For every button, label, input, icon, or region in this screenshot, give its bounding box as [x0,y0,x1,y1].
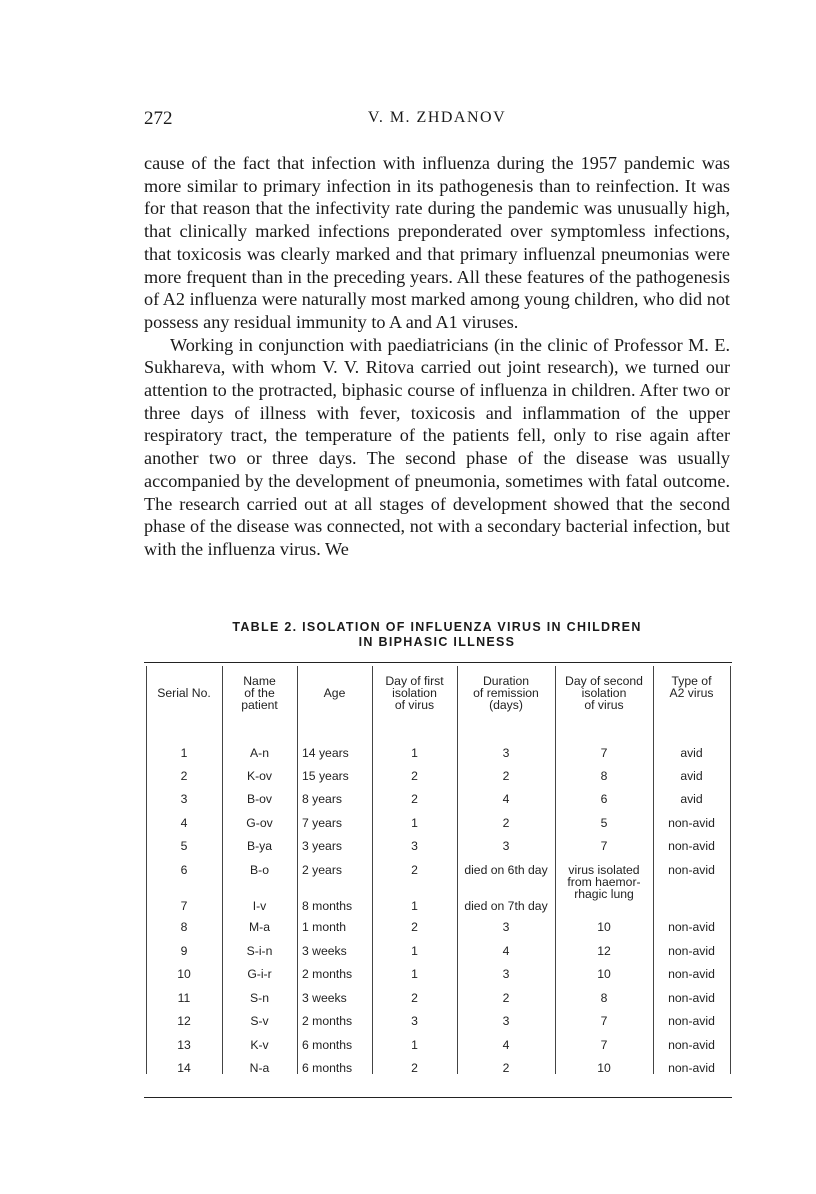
cell-second: 6 [600,792,608,806]
data-table [144,662,732,1098]
cell-serial: 8 [180,920,188,934]
cell-type: non-avid [668,920,715,934]
cell-serial: 14 [177,1061,191,1075]
cell-second: 7 [600,839,608,853]
running-head-author: V. M. ZHDANOV [367,109,507,126]
cell-type: non-avid [668,1061,715,1075]
cell-name: S-i-n [246,944,273,958]
cell-remission: 3 [502,746,510,760]
cell-name: G-ov [246,816,273,830]
page-number: 272 [144,108,173,129]
cell-type: avid [680,746,703,760]
cell-second: 10 [597,967,611,981]
running-head [144,108,730,134]
cell-name: I-v [252,899,267,913]
cell-first: 3 [411,1014,418,1028]
cell-age: 15 years [302,769,349,783]
cell-type: non-avid [668,967,715,981]
cell-second: 5 [600,816,608,830]
cell-first: 1 [411,746,418,760]
cell-first: 2 [411,792,418,806]
cell-first: 3 [411,839,418,853]
cell-first: 2 [411,920,418,934]
table-bottom-rule [144,1097,732,1098]
cell-age: 2 months [302,1014,353,1028]
cell-name: B-o [250,863,269,877]
cell-first: 1 [411,899,418,913]
cell-remission: 2 [502,816,510,830]
column-divider [730,666,731,1074]
header-second-isolation: Day of second isolation of virus [565,674,643,712]
cell-second: 7 [600,746,608,760]
cell-type: avid [680,792,703,806]
cell-remission: 4 [502,944,510,958]
cell-type: non-avid [668,1038,715,1052]
cell-serial: 6 [180,863,188,877]
cell-name: B-ya [246,839,273,853]
cell-first: 2 [411,769,418,783]
header-remission: Duration of remission (days) [473,674,539,712]
header-serial: Serial No. [157,686,211,700]
cell-first: 2 [411,863,418,877]
cell-type: non-avid [668,863,715,877]
header-first-isolation: Day of first isolation of virus [385,674,444,712]
cell-age: 2 years [302,863,342,877]
cell-first: 1 [411,1038,418,1052]
cell-type: non-avid [668,839,715,853]
table-caption [144,620,730,650]
cell-name: B-ov [246,792,273,806]
cell-remission: died on 7th day [464,899,548,913]
table-caption-line: IN BIPHASIC ILLNESS [358,635,516,649]
cell-name: M-a [249,920,270,934]
cell-serial: 9 [180,944,188,958]
cell-remission: 3 [502,839,510,853]
cell-second: 8 [600,991,608,1005]
cell-age: 8 months [302,899,353,913]
cell-name: S-n [250,991,269,1005]
column-divider [297,666,298,1074]
cell-second: 10 [597,1061,611,1075]
merged-note-cell: virus isolated from haemor- rhagic lung [567,863,641,901]
cell-type: non-avid [668,991,715,1005]
cell-serial: 1 [180,746,188,760]
cell-age: 2 months [302,967,353,981]
cell-first: 1 [411,816,418,830]
cell-age: 3 years [302,839,342,853]
cell-type: non-avid [668,816,715,830]
cell-type: non-avid [668,1014,715,1028]
cell-serial: 12 [177,1014,191,1028]
cell-remission: 3 [502,1014,510,1028]
cell-remission: 4 [502,792,510,806]
cell-age: 7 years [302,816,342,830]
cell-serial: 5 [180,839,188,853]
table-caption-line: TABLE 2. ISOLATION OF INFLUENZA VIRUS IN CHILDREN [232,620,642,634]
cell-remission: 2 [502,991,510,1005]
cell-second: 12 [597,944,611,958]
cell-age: 3 weeks [302,944,347,958]
cell-name: K-v [250,1038,269,1052]
cell-age: 1 month [302,920,347,934]
cell-remission: 2 [502,1061,510,1075]
header-virus-type: Type of A2 virus [669,674,714,700]
cell-second: 10 [597,920,611,934]
cell-type: non-avid [668,944,715,958]
cell-second: 7 [600,1014,608,1028]
cell-first: 1 [411,944,418,958]
body-text [144,152,730,561]
cell-serial: 3 [180,792,188,806]
cell-age: 8 years [302,792,342,806]
cell-serial: 13 [177,1038,191,1052]
table-top-rule [144,662,732,663]
cell-remission: 4 [502,1038,510,1052]
cell-remission: died on 6th day [464,863,548,877]
cell-second: 8 [600,769,608,783]
cell-age: 3 weeks [302,991,347,1005]
cell-serial: 2 [180,769,188,783]
cell-second: 7 [600,1038,608,1052]
cell-first: 2 [411,991,418,1005]
cell-serial: 7 [180,899,188,913]
header-age: Age [323,686,346,700]
cell-remission: 2 [502,769,510,783]
cell-age: 6 months [302,1038,353,1052]
cell-serial: 10 [177,967,191,981]
cell-first: 2 [411,1061,418,1075]
cell-age: 14 years [302,746,349,760]
cell-remission: 3 [502,920,510,934]
cell-age: 6 months [302,1061,353,1075]
paragraph: cause of the fact that infection with influenza during the 1957 pandemic was more similar to primary infection in its pathogenesis than to reinfection. It was for that reason that the infectivity rate during the pandemic was unusually high, that clinically marked infections preponderated over symptomless infections, that toxicosis was clearly marked and that primary influenzal pneumonias were more frequent than in the preceding years. All these features of the pathogenesis of A2 influenza were naturally most marked among young children, who did not possess any residual immunity to A and A1 viruses. [144,153,730,332]
cell-name: G-i-r [247,967,272,981]
cell-name: K-ov [246,769,273,783]
header-name: Name of the patient [241,674,278,712]
cell-name: S-v [250,1014,269,1028]
cell-serial: 4 [180,816,188,830]
cell-serial: 11 [177,991,191,1005]
cell-type: avid [680,769,703,783]
paragraph: Working in conjunction with paediatricians (in the clinic of Professor M. E. Sukhareva, with whom V. V. Ritova carried out joint research), we turned our attention to the protracted, biphasic course of influenza in children. After two or three days of illness with fever, toxicosis and inflammation of the upper respiratory tract, the temperature of the patients fell, only to rise again after another two or three days. The second phase of the disease was usually accompanied by the development of pneumonia, sometimes with fatal outcome. The research carried out at all stages of development showed that the second phase of the disease was connected, not with a secondary bacterial infection, but with the influenza virus. We [144,334,730,559]
cell-name: N-a [249,1061,270,1075]
cell-name: A-n [250,746,269,760]
cell-first: 1 [411,967,418,981]
cell-remission: 3 [502,967,510,981]
